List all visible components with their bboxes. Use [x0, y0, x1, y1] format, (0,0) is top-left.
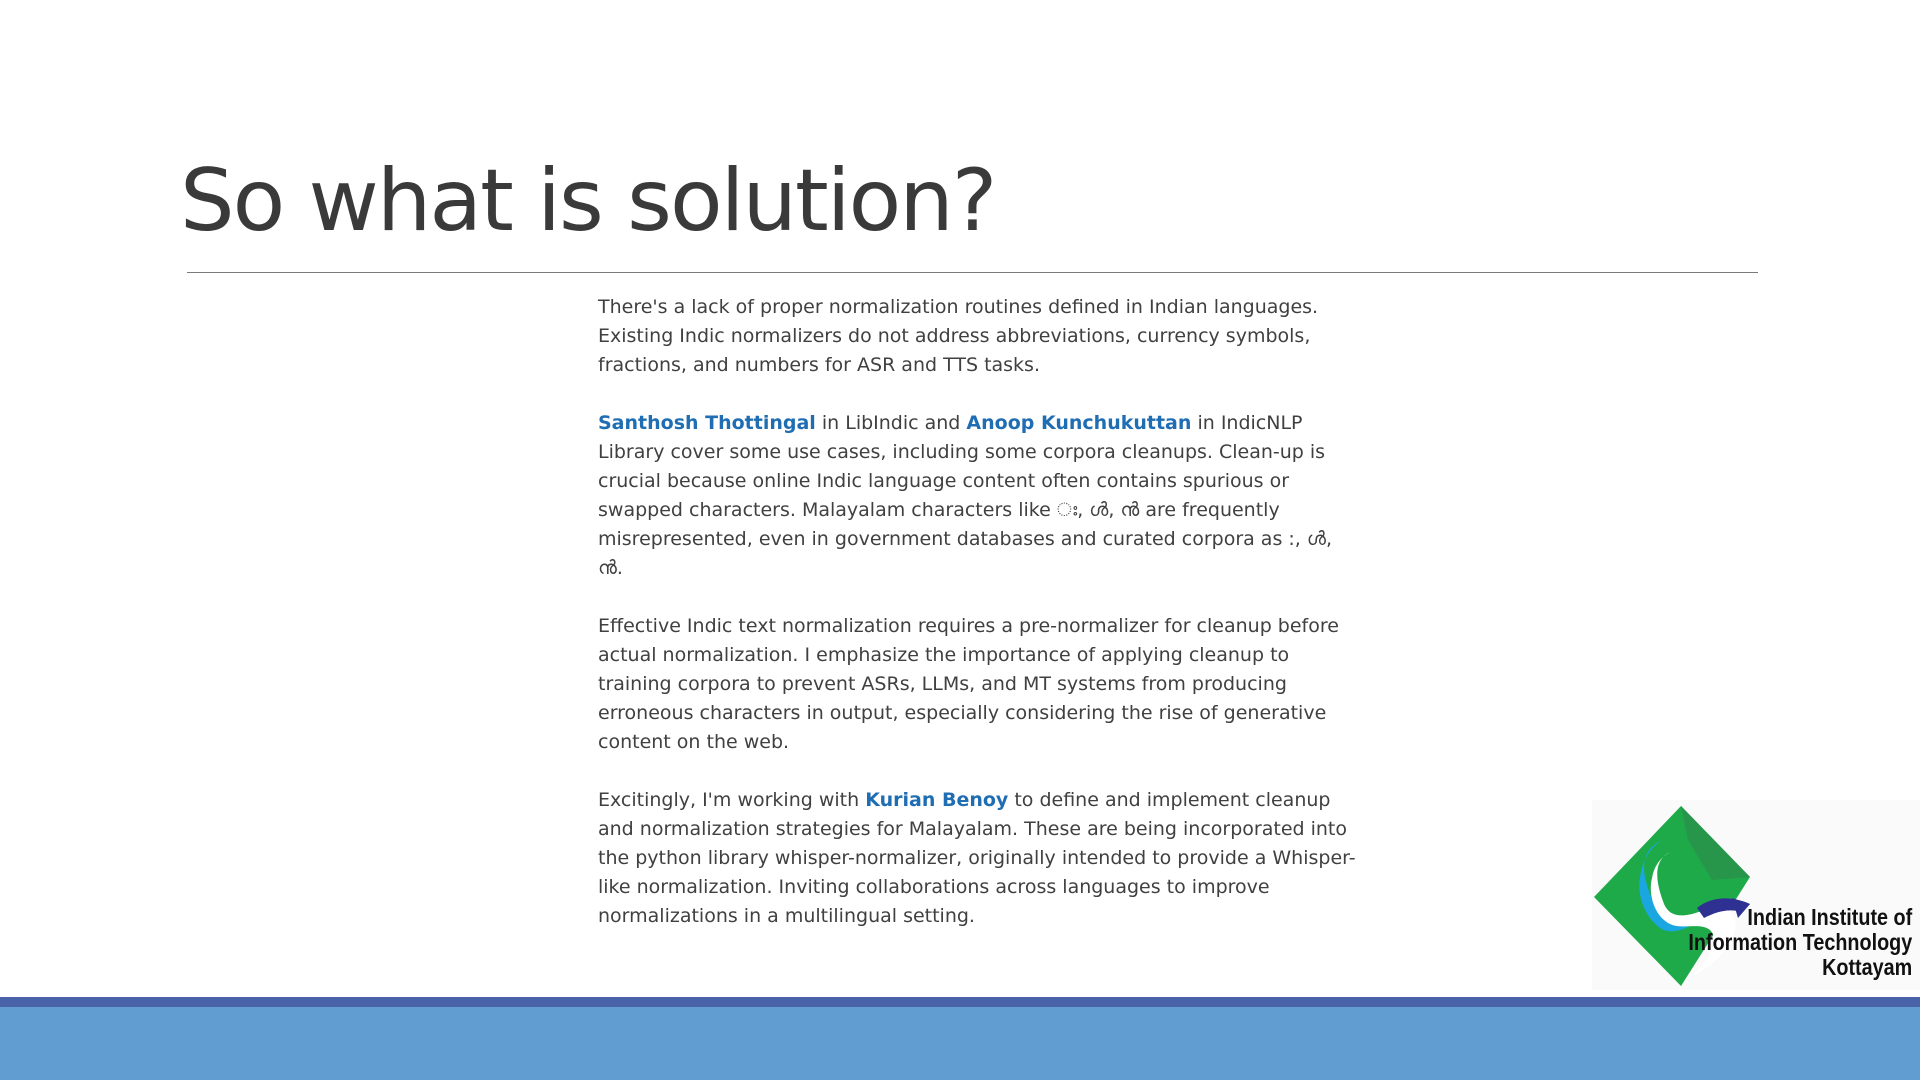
- link-kurian-benoy[interactable]: Kurian Benoy: [865, 789, 1009, 811]
- logo-line-2: Information Technology: [1688, 929, 1912, 955]
- link-santhosh-thottingal[interactable]: Santhosh Thottingal: [598, 412, 816, 434]
- footer-bar: [0, 1007, 1920, 1080]
- institute-logo: [1592, 800, 1920, 990]
- logo-line-1: Indian Institute of: [1747, 904, 1912, 930]
- paragraph-4-text-b: to define and implement cleanup and normalization strategies for Malayalam. These are being incorporated into the python library whisper-normalizer, originally intended to provide a Whisper-like normalization. Inviting collaborations across languages to improve normalizations in a multilingual setting.: [598, 789, 1356, 927]
- paragraph-4-text-a: Excitingly, I'm working with: [598, 789, 866, 811]
- paragraph-1: There's a lack of proper normalization routines defined in Indian languages. Existing Indic normalizers do not address abbreviations, currency symbols, fractions, and numbers for ASR and TTS tasks.: [598, 296, 1319, 376]
- paragraph-4: [598, 786, 1358, 931]
- logo-caption: [1688, 905, 1912, 980]
- paragraph-3: Effective Indic text normalization requires a pre-normalizer for cleanup before actual normalization. I emphasize the importance of applying cleanup to training corpora to prevent ASRs, LLMs, and MT systems from producing erroneous characters in output, especially considering the rise of generative content on the web.: [598, 615, 1339, 753]
- slide-title: So what is solution?: [180, 151, 996, 251]
- paragraph-2: [598, 409, 1358, 583]
- logo-line-3: Kottayam: [1821, 954, 1912, 980]
- slide-body: [598, 293, 1358, 960]
- link-anoop-kunchukuttan[interactable]: Anoop Kunchukuttan: [966, 412, 1192, 434]
- paragraph-2-text-b: in IndicNLP Library cover some use cases, including some corpora cleanups. Clean-up is crucial because online Indic language content often contains spurious or swapped characters. Malayalam characters like ഃ, ൾ, ൻ are frequently misrepresented, even in government databases and curated corpora as :, ൾ, ൻ.: [598, 412, 1332, 579]
- paragraph-2-text-a: in LibIndic and: [815, 412, 967, 434]
- title-divider: [187, 272, 1758, 273]
- footer-accent-line: [0, 997, 1920, 1007]
